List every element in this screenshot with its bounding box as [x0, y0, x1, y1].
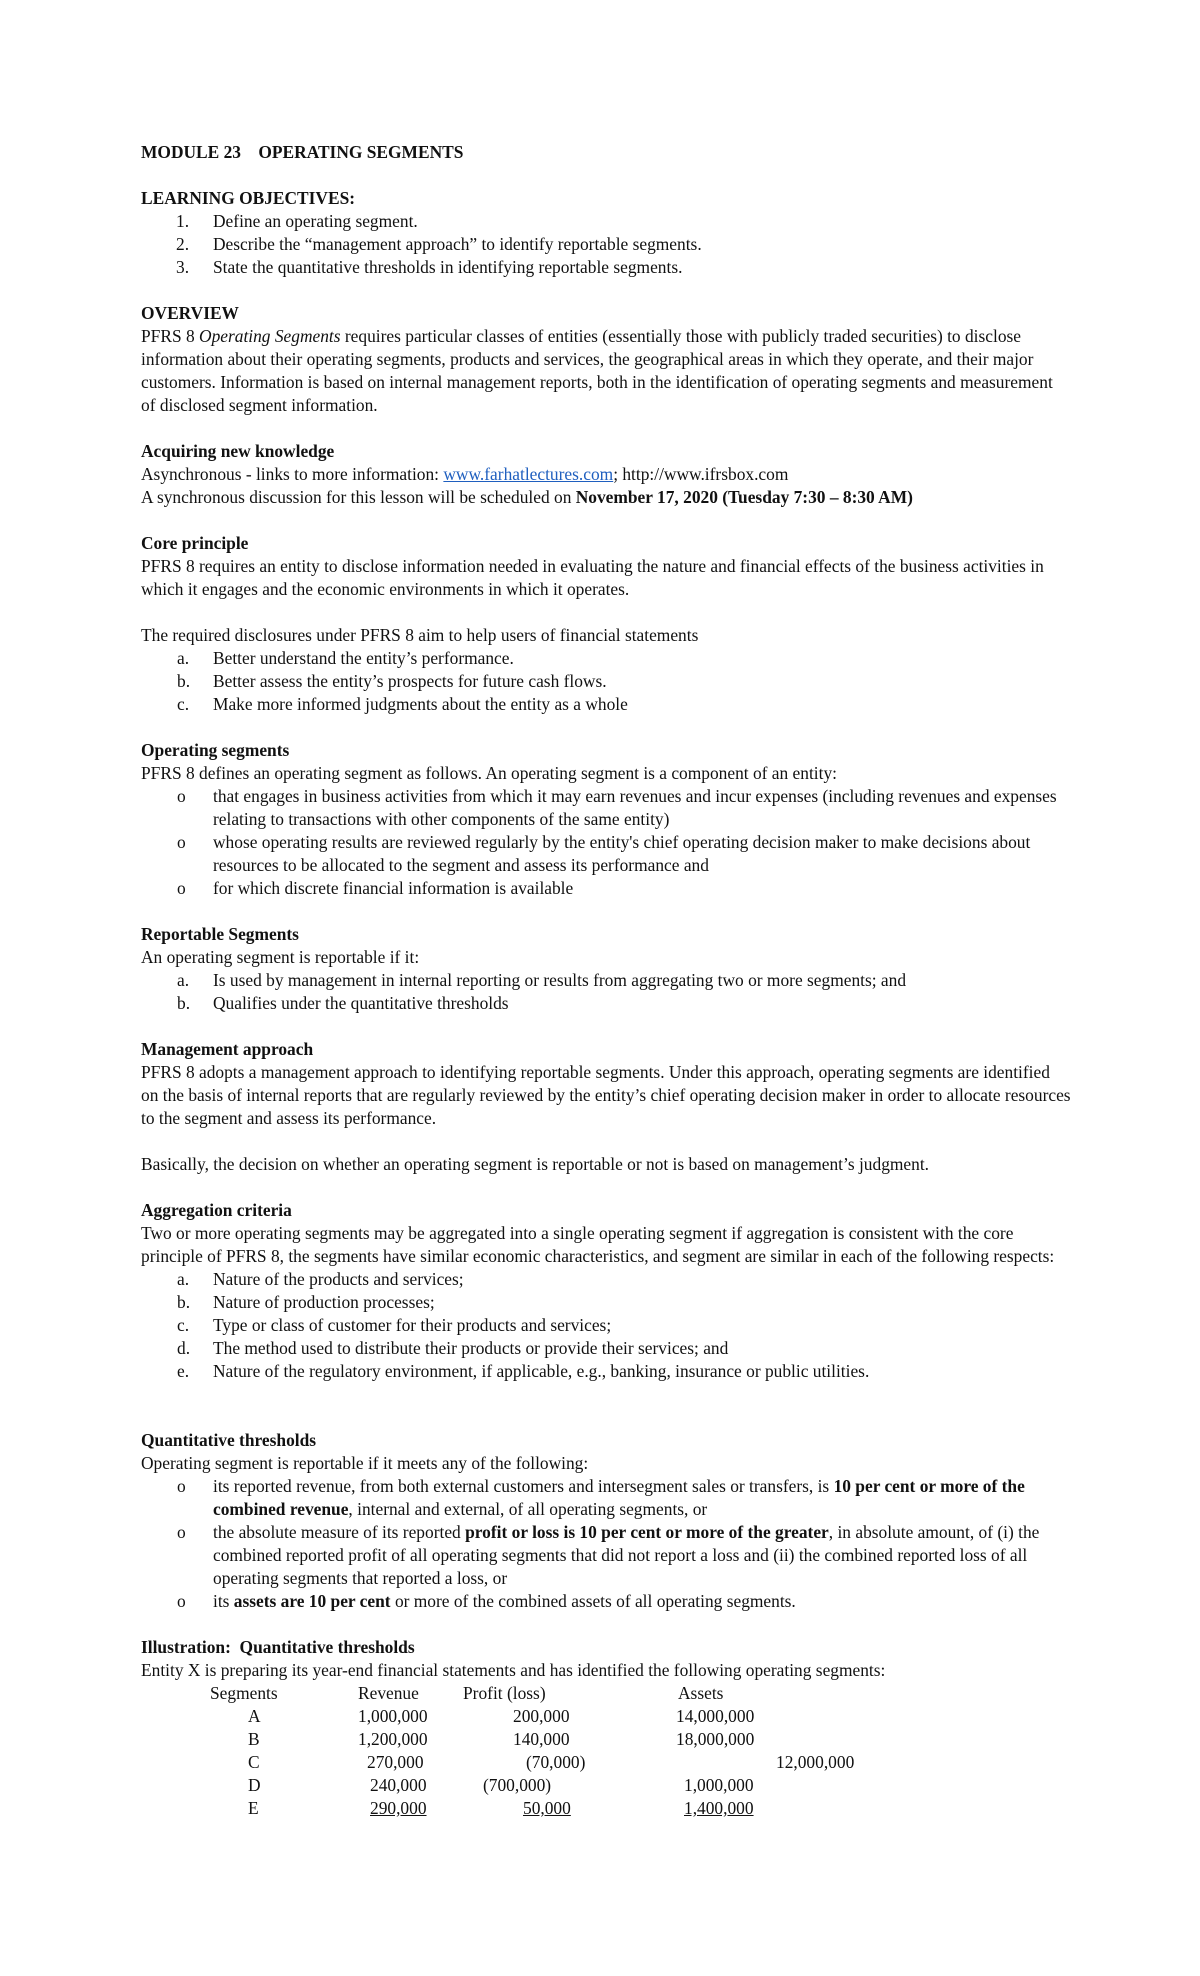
- list-item: a. Is used by management in internal reporting or results from aggregating two or more segments; and: [177, 970, 907, 990]
- list-item: 3. State the quantitative thresholds in identifying reportable segments.: [176, 257, 683, 277]
- overview-heading: OVERVIEW: [141, 303, 239, 323]
- learning-objectives-heading: LEARNING OBJECTIVES:: [141, 188, 356, 208]
- disclosures-aim: The required disclosures under PFRS 8 aim to help users of financial statements: [141, 625, 699, 645]
- list-item: d. The method used to distribute their products or provide their services; and: [177, 1338, 729, 1358]
- illustration-heading: Illustration: Quantitative thresholds: [141, 1637, 415, 1657]
- aggregation-criteria-intro: Two or more operating segments may be aggregated into a single operating segment if aggregation is consistent with the core principle of PFRS 8, the segments have similar economic characteristics, and segment are similar in each of the following respects:: [141, 1223, 1055, 1266]
- management-judgment-paragraph: Basically, the decision on whether an operating segment is reportable or not is based on management’s judgment.: [141, 1154, 930, 1174]
- async-line: Asynchronous - links to more information: www.farhatlectures.com; http://www.ifrsbox.com: [141, 464, 789, 484]
- list-item: 1. Define an operating segment.: [176, 211, 418, 231]
- table-row: E 290,000 50,000 1,400,000: [248, 1798, 754, 1818]
- assets-header: Assets: [678, 1683, 724, 1703]
- acquiring-heading: Acquiring new knowledge: [141, 441, 335, 461]
- list-item: o that engages in business activities from which it may earn revenues and incur expenses (including revenues and expenses relating to transactions with other components of the same entity): [177, 786, 1057, 829]
- core-principle-heading: Core principle: [141, 533, 249, 553]
- list-item: o whose operating results are reviewed regularly by the entity's chief operating decision maker to make decisions about resources to be allocated to the segment and assess its performance and: [177, 832, 1031, 875]
- sync-line: A synchronous discussion for this lesson will be scheduled on November 17, 2020 (Tuesday 7:30 – 8:30 AM): [141, 487, 913, 507]
- revenue-header: Revenue: [358, 1683, 419, 1703]
- list-item: 2. Describe the “management approach” to identify reportable segments.: [176, 234, 702, 254]
- table-row: A 1,000,000 200,000 14,000,000: [248, 1706, 755, 1726]
- list-item: e. Nature of the regulatory environment, if applicable, e.g., banking, insurance or public utilities.: [177, 1361, 870, 1381]
- core-principle-paragraph: PFRS 8 requires an entity to disclose information needed in evaluating the nature and financial effects of the business activities in which it engages and the economic environments in which it operates.: [141, 556, 1044, 599]
- list-item: a. Nature of the products and services;: [177, 1269, 464, 1289]
- module-title: MODULE 23 OPERATING SEGMENTS: [141, 142, 464, 162]
- quantitative-thresholds-intro: Operating segment is reportable if it meets any of the following:: [141, 1453, 589, 1473]
- list-item: a. Better understand the entity’s performance.: [177, 648, 514, 668]
- reportable-segments-heading: Reportable Segments: [141, 924, 299, 944]
- reportable-segments-list: [141, 969, 1071, 1015]
- list-item: c. Type or class of customer for their products and services;: [177, 1315, 612, 1335]
- aggregation-criteria-heading: Aggregation criteria: [141, 1200, 292, 1220]
- disclosures-list: [141, 647, 1071, 716]
- overview-paragraph: PFRS 8 Operating Segments requires particular classes of entities (essentially those with publicly traded securities) to disclose information about their operating segments, products and services, the geographical areas in which they operate, and their major customers. Information is based on internal management reports, both in the identification of operating segments and measurement of disclosed segment information.: [141, 326, 1053, 415]
- list-item: b. Nature of production processes;: [177, 1292, 435, 1312]
- table-header-row: [210, 1682, 976, 1705]
- management-approach-paragraph: PFRS 8 adopts a management approach to identifying reportable segments. Under this approach, operating segments are identified on the basis of internal reports that are regularly reviewed by the entity’s chief operating decision maker in order to allocate resources to the segment and assess its performance.: [141, 1062, 1071, 1128]
- list-item: b. Qualifies under the quantitative thresholds: [177, 993, 509, 1013]
- segments-table: [210, 1682, 976, 1820]
- list-item: o its assets are 10 per cent or more of the combined assets of all operating segments.: [177, 1591, 796, 1611]
- quantitative-thresholds-list: [141, 1475, 1071, 1613]
- aggregation-criteria-list: [141, 1268, 1071, 1383]
- profit-header: Profit (loss): [463, 1683, 546, 1703]
- quantitative-thresholds-heading: Quantitative thresholds: [141, 1430, 317, 1450]
- farhat-lectures-link[interactable]: www.farhatlectures.com: [443, 464, 614, 484]
- list-item: c. Make more informed judgments about the entity as a whole: [177, 694, 628, 714]
- list-item: o for which discrete financial information is available: [177, 878, 574, 898]
- illustration-intro: Entity X is preparing its year-end financial statements and has identified the following operating segments:: [141, 1660, 886, 1680]
- table-row: B 1,200,000 140,000 18,000,000: [248, 1729, 755, 1749]
- reportable-segments-intro: An operating segment is reportable if it:: [141, 947, 420, 967]
- list-item: o the absolute measure of its reported profit or loss is 10 per cent or more of the greater, in absolute amount, of (i) the combined reported profit of all operating segments that did not report a loss and (ii) the combined reported loss of all operating segments that reported a loss, or: [177, 1522, 1040, 1588]
- list-item: o its reported revenue, from both external customers and intersegment sales or transfers, is 10 per cent or more of the combined revenue, internal and external, of all operating segments, or: [177, 1476, 1025, 1519]
- table-row: D 240,000 (700,000) 1,000,000: [248, 1775, 754, 1795]
- operating-segments-list: [141, 785, 1071, 900]
- management-approach-heading: Management approach: [141, 1039, 314, 1059]
- segments-header: Segments: [210, 1683, 278, 1703]
- table-row: C 270,000 (70,000) 12,000,000: [248, 1752, 855, 1772]
- learning-objectives-list: [141, 210, 1071, 279]
- document-page: [141, 141, 1071, 1820]
- operating-segments-heading: Operating segments: [141, 740, 290, 760]
- operating-segments-intro: PFRS 8 defines an operating segment as follows. An operating segment is a component of an entity:: [141, 763, 837, 783]
- list-item: b. Better assess the entity’s prospects for future cash flows.: [177, 671, 607, 691]
